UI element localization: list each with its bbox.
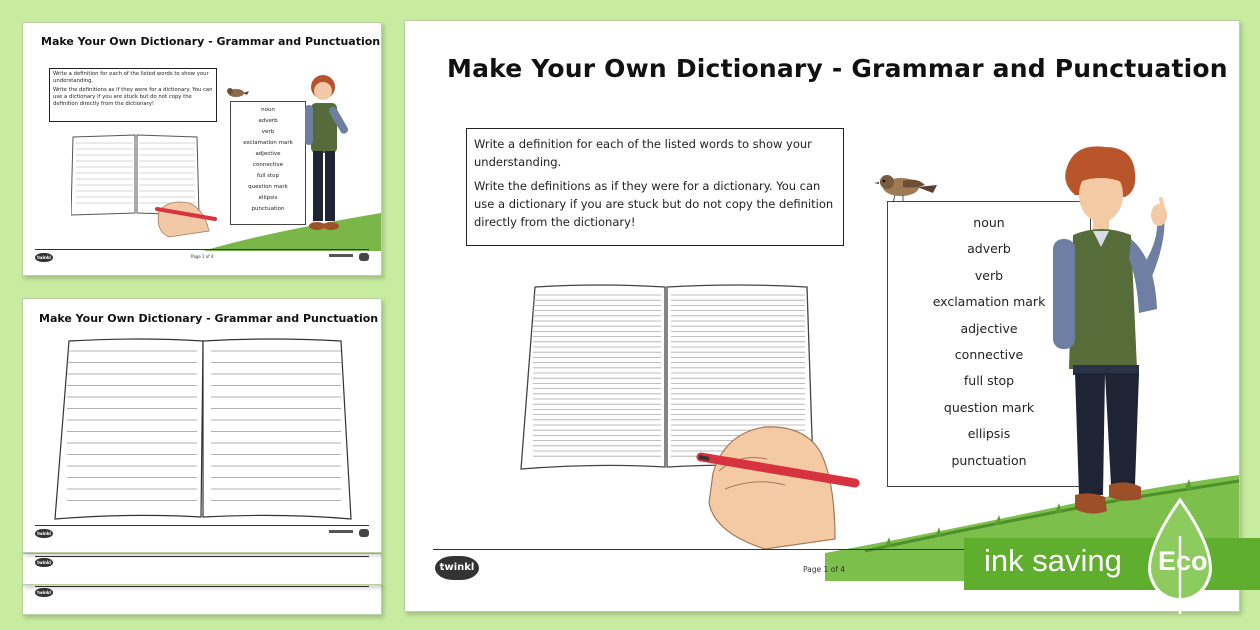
word-item: connective [954, 347, 1024, 363]
preview-footer-mark [359, 529, 369, 537]
preview-page-number: Page 1 of 4 [191, 254, 214, 259]
hand-with-pen-illustration [695, 413, 863, 549]
preview-word: adjective [255, 151, 281, 157]
instructions-box [466, 128, 844, 246]
preview-page-1-title: Make Your Own Dictionary - Grammar and Punctuation [41, 35, 381, 48]
instruction-1: Write a definition for each of the listed words to show your understanding. [474, 137, 812, 169]
preview-footer-line [35, 556, 369, 557]
preview-instruction-2: Write the definitions as if they were for a dictionary. You can use a dictionary if you are stuck but do not copy the definition directly from the dictionary! [53, 87, 213, 107]
preview-word: adverb [258, 118, 278, 124]
preview-page-2[interactable] [22, 298, 382, 553]
preview-page-4[interactable] [22, 583, 382, 615]
word-item: adjective [960, 320, 1018, 336]
word-item: adverb [967, 241, 1011, 257]
preview-word: noun [261, 107, 275, 113]
ink-saving-label: ink saving [984, 543, 1122, 578]
preview-word: exclamation mark [243, 140, 293, 146]
preview-boy-illustration [299, 71, 359, 241]
preview-word: verb [261, 129, 275, 135]
preview-footer-mark [359, 253, 369, 261]
bird-illustration [873, 171, 937, 203]
preview-twinkl-logo: twinkl [35, 588, 53, 597]
preview-word: punctuation [251, 206, 285, 212]
preview-footer-url [329, 530, 353, 533]
preview-page-3[interactable] [22, 553, 382, 585]
word-item: punctuation [951, 452, 1027, 468]
preview-word: connective [252, 162, 284, 168]
word-item: question mark [943, 399, 1035, 415]
preview-word: full stop [256, 173, 280, 179]
preview-page-1[interactable] [22, 22, 382, 276]
preview-word: question mark [248, 184, 288, 190]
preview-hand-with-pen [149, 191, 219, 239]
main-page[interactable] [404, 20, 1240, 612]
word-item: verb [974, 267, 1004, 283]
preview-footer-line [35, 586, 369, 587]
page-number: Page 1 of 4 [803, 565, 846, 574]
twinkl-logo: twinkl [435, 556, 479, 580]
preview-twinkl-logo: twinkl [35, 558, 53, 567]
word-item: ellipsis [967, 426, 1011, 442]
preview-twinkl-logo: twinkl [35, 253, 53, 262]
word-item: full stop [963, 373, 1015, 389]
preview-instruction-1: Write a definition for each of the listed words to show your understanding. [53, 71, 209, 84]
preview-footer-line [35, 525, 369, 526]
eco-label: Eco [1158, 546, 1208, 576]
word-item: noun [973, 215, 1005, 230]
preview-page-2-title: Make Your Own Dictionary - Grammar and Punctuation [39, 312, 379, 325]
boy-illustration [1045, 139, 1175, 529]
ink-saving-eco-badge [964, 530, 1260, 594]
preview-word-list [231, 102, 305, 215]
preview-footer-line [35, 249, 369, 250]
preview-bird [225, 87, 249, 99]
instruction-2: Write the definitions as if they were for a dictionary. You can use a dictionary if you are stuck but do not copy the definition directly from the dictionary! [474, 179, 834, 229]
preview-twinkl-logo: twinkl [35, 529, 53, 538]
preview-notebook-large [51, 335, 355, 523]
word-item: exclamation mark [932, 294, 1046, 310]
page-title: Make Your Own Dictionary - Grammar and Punctuation [447, 54, 1228, 83]
preview-word: ellipsis [258, 195, 278, 201]
preview-footer-url [329, 254, 353, 257]
preview-instructions-box [49, 68, 217, 122]
